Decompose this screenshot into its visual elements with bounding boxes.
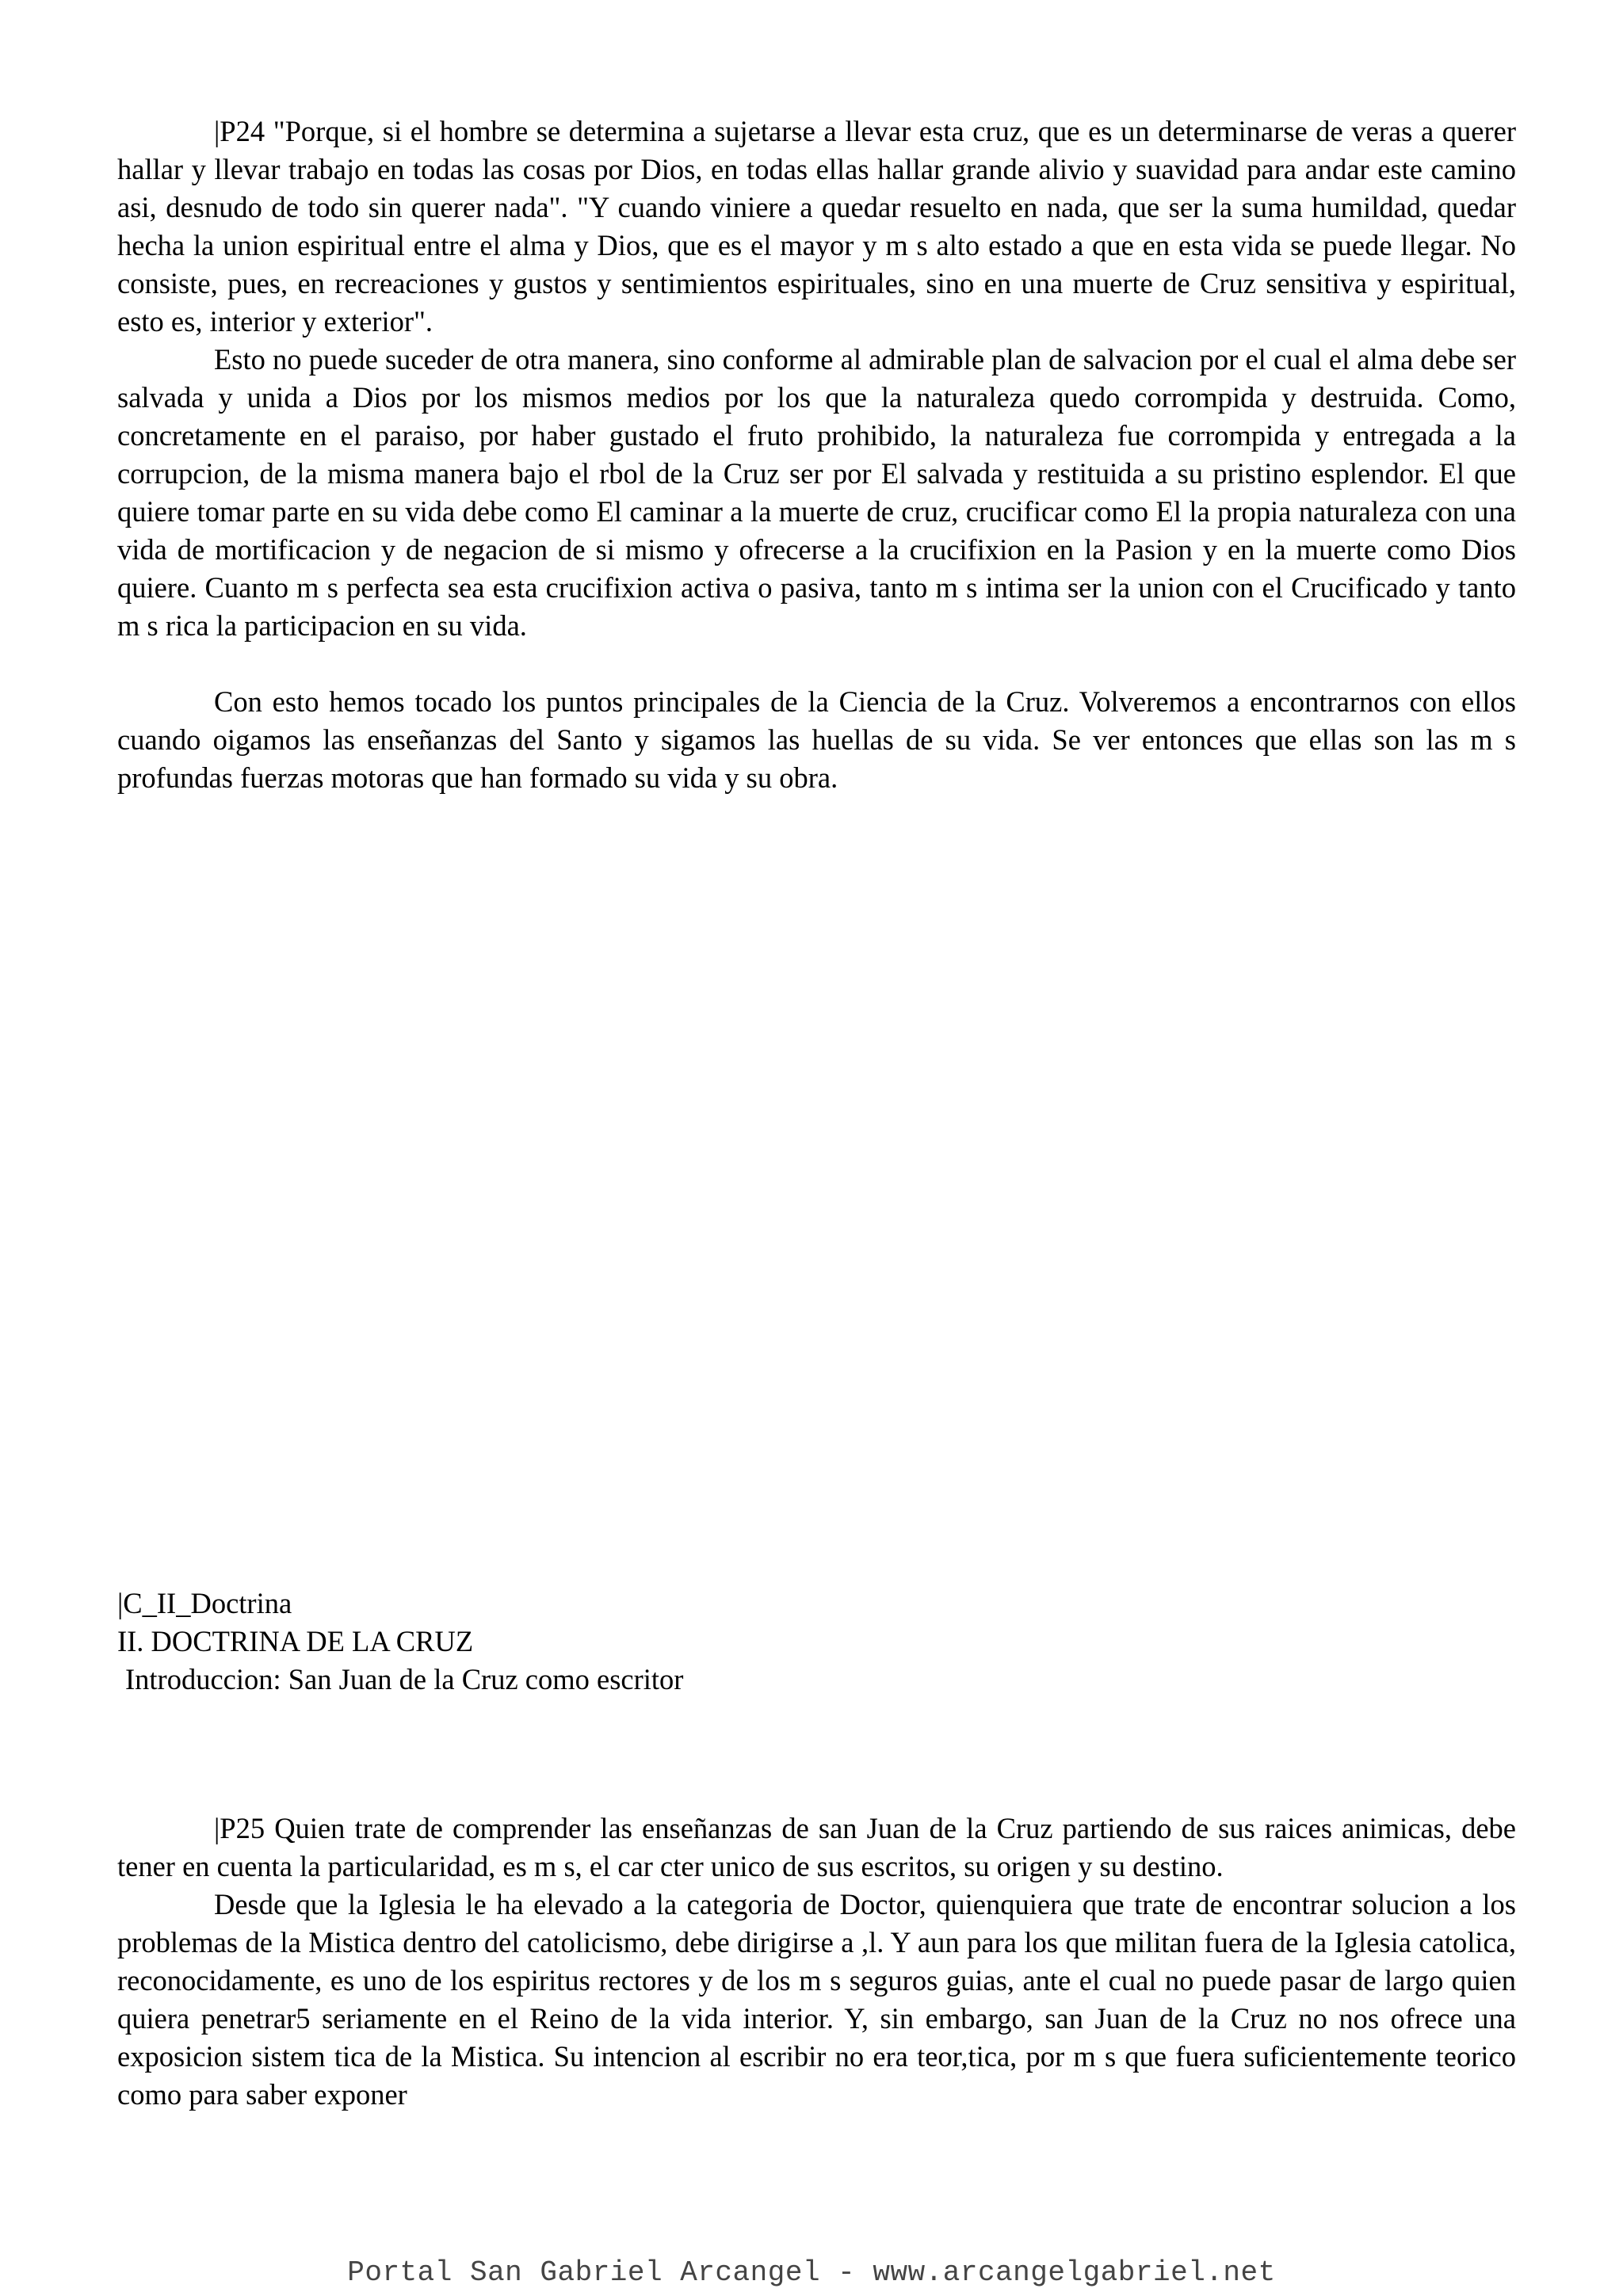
chapter-heading <box>117 1585 1516 1699</box>
paragraph-ciencia-de-la-cruz: Con esto hemos tocado los puntos principales de la Ciencia de la Cruz. Volveremos a encontrarnos con ellos cuando oigamos las enseñanzas del Santo y sigamos las huellas de su vida. Se ver entonces que ellas son las m s profundas fuerzas motoras que han formado su vida y su obra. <box>117 685 1516 794</box>
section-2 <box>117 1810 1516 2114</box>
paragraph-p24: |P24 "Porque, si el hombre se determina a sujetarse a llevar esta cruz, que es un determinarse de veras a querer hallar y llevar trabajo en todas las cosas por Dios, en todas ellas hallar grande alivio y suavidad para andar este camino asi, desnudo de todo sin querer nada". "Y cuando viniere a quedar resuelto en nada, que ser la suma humildad, quedar hecha la union espiritual entre el alma y Dios, que es el mayor y m s alto estado a que en esta vida se puede llegar. No consiste, pues, en recreaciones y gustos y sentimientos espirituales, sino en una muerte de Cruz sensitiva y espiritual, esto es, interior y exterior". <box>117 115 1516 338</box>
chapter-intro-title: Introduccion: San Juan de la Cruz como escritor <box>125 1663 684 1695</box>
paragraph-p25: |P25 Quien trate de comprender las enseñanzas de san Juan de la Cruz partiendo de sus raices animicas, debe tener en cuenta la particularidad, es m s, el car cter unico de sus escritos, su origen y su destino. <box>117 1812 1516 1882</box>
page-footer: Portal San Gabriel Arcangel - www.arcangelgabriel.net <box>347 2256 1276 2289</box>
paragraph-doctor-de-la-iglesia: Desde que la Iglesia le ha elevado a la categoria de Doctor, quienquiera que trate de encontrar solucion a los problemas de la Mistica dentro del catolicismo, debe dirigirse a ,l. Y aun para los que militan fuera de la Iglesia catolica, reconocidamente, es uno de los espiritus rectores y de los m s seguros guias, ante el cual no puede pasar de largo quien quiera penetrar5 seriamente en el Reino de la vida interior. Y, sin embargo, san Juan de la Cruz no nos ofrece una exposicion sistem tica de la Mistica. Su intencion al escribir no era teor,tica, por m s que fuera suficientemente teorico como para saber exponer <box>117 1888 1516 2111</box>
chapter-marker: |C_II_Doctrina <box>117 1587 292 1619</box>
section-1 <box>117 113 1516 797</box>
paragraph-salvation-plan: Esto no puede suceder de otra manera, sino conforme al admirable plan de salvacion por el cual el alma debe ser salvada y unida a Dios por los mismos medios por los que la naturaleza quedo corrompida y destruida. Como, concretamente en el paraiso, por haber gustado el fruto prohibido, la naturaleza fue corrompida y entregada a la corrupcion, de la misma manera bajo el rbol de la Cruz ser por El salvada y restituida a su pristino esplendor. El que quiere tomar parte en su vida debe como El caminar a la muerte de cruz, crucificar como El la propia naturaleza con una vida de mortificacion y de negacion de si mismo y ofrecerse a la crucifixion en la Pasion y en la muerte como Dios quiere. Cuanto m s perfecta sea esta crucifixion activa o pasiva, tanto m s intima ser la union con el Crucificado y tanto m s rica la participacion en su vida. <box>117 343 1516 642</box>
chapter-title: II. DOCTRINA DE LA CRUZ <box>117 1625 474 1657</box>
